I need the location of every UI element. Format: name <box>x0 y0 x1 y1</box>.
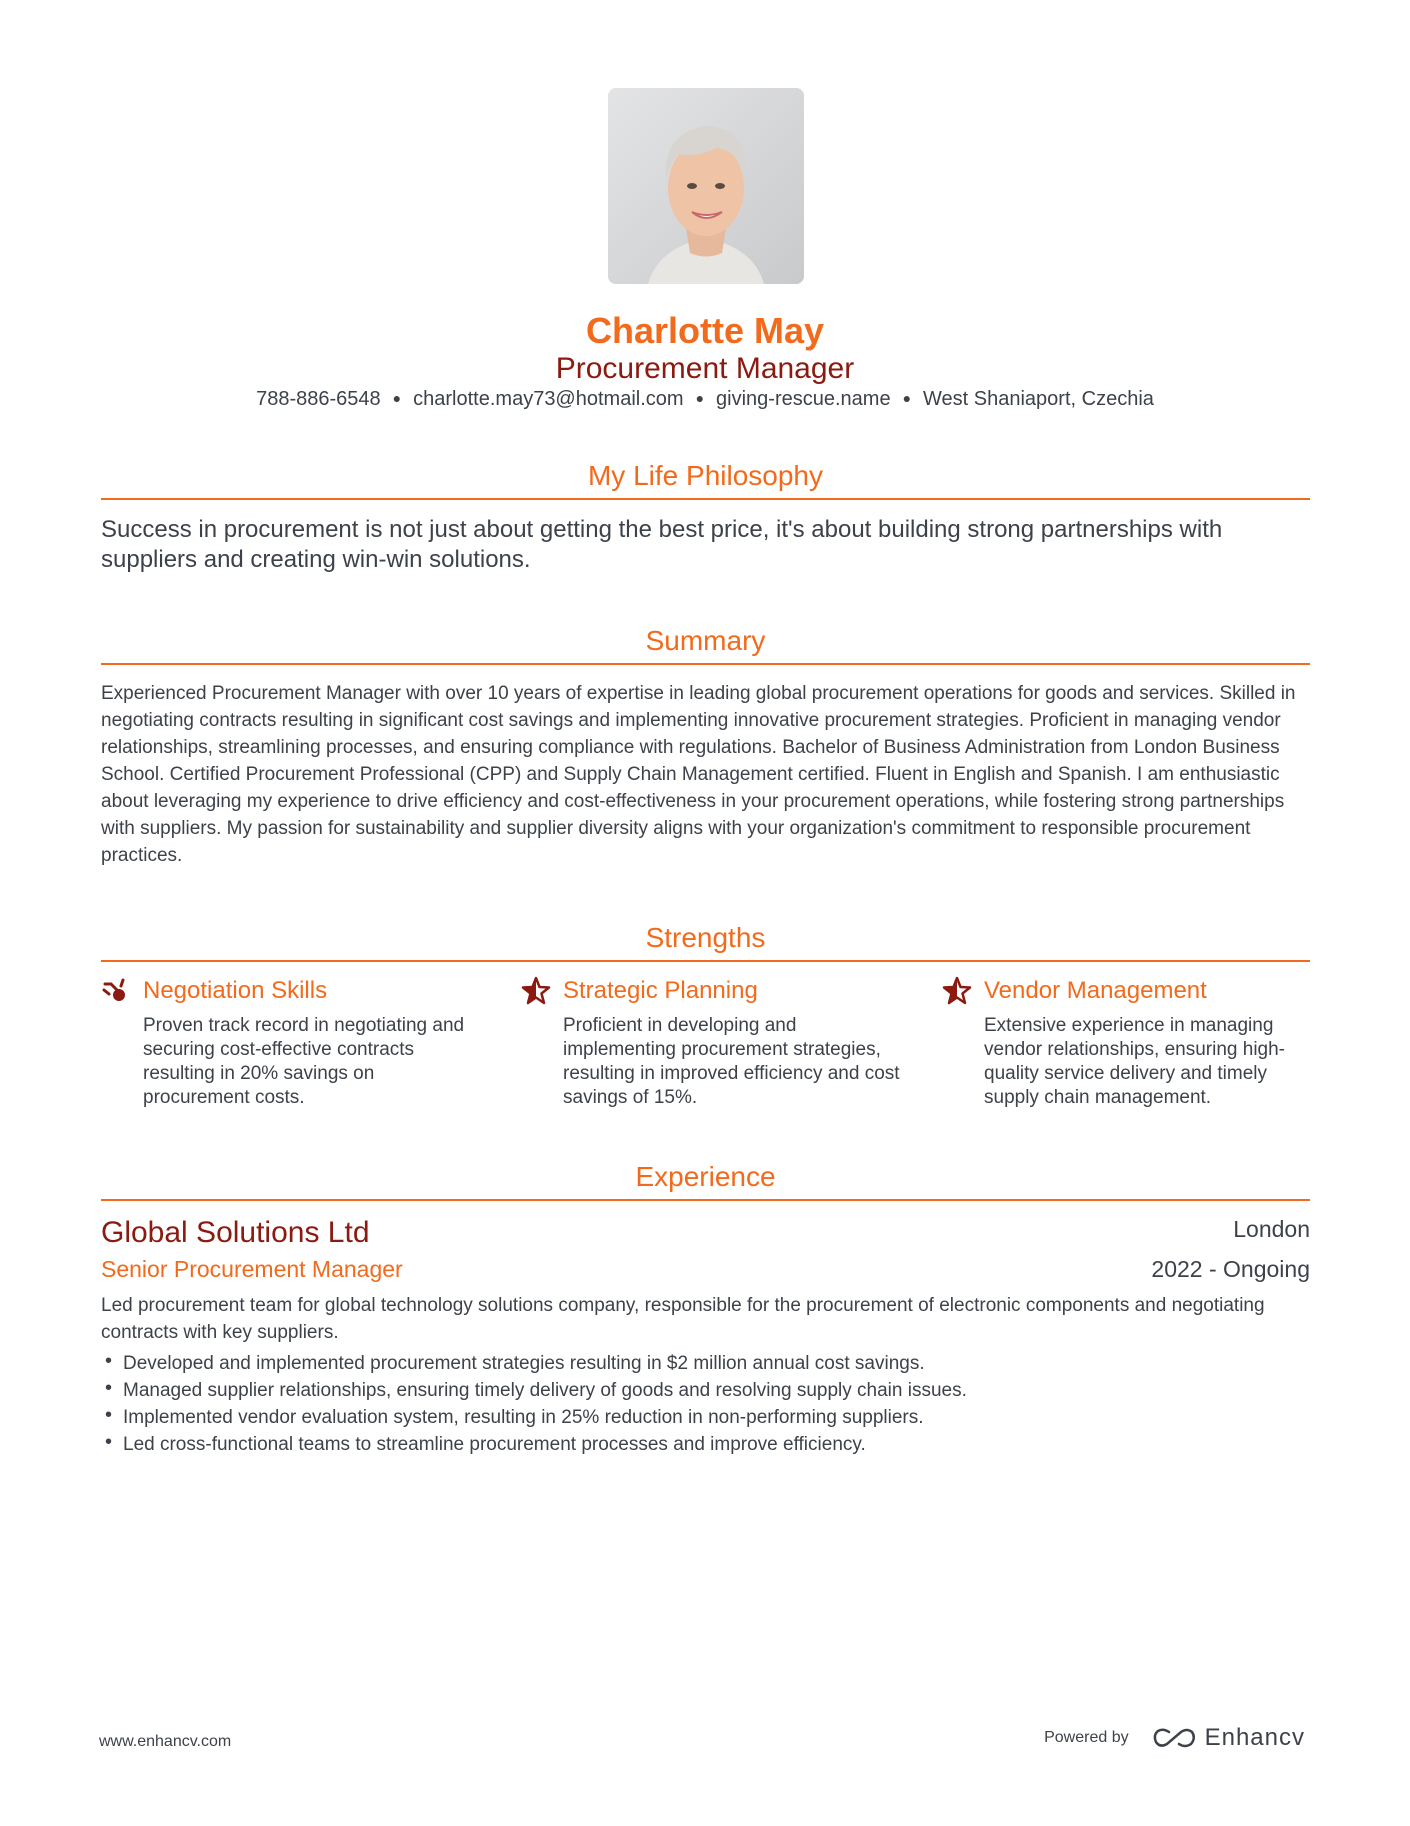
brand-name: Enhancv <box>1204 1724 1305 1751</box>
separator-dot: ● <box>695 390 705 406</box>
strength-description: Proven track record in negotiating and securing cost-effective contracts resulting in 20% savings on procurement costs. <box>143 1015 465 1108</box>
website[interactable]: giving-rescue.name <box>716 388 891 410</box>
section-heading-summary: Summary <box>101 625 1310 665</box>
enhancv-logo-icon <box>1151 1726 1197 1750</box>
list-item: • Led cross-functional teams to streamline procurement processes and improve efficiency. <box>101 1431 1310 1458</box>
star-icon <box>521 976 551 1006</box>
portrait-image <box>608 88 804 284</box>
footer-branding <box>1044 1724 1305 1752</box>
job-description: Led procurement team for global technology solutions company, responsible for the procurement of electronic components and negotiating contracts with key suppliers. <box>101 1295 1265 1343</box>
strength-item <box>942 976 1322 1110</box>
separator-dot: ● <box>902 390 912 406</box>
strength-description: Extensive experience in managing vendor relationships, ensuring high-quality service delivery and timely supply chain management. <box>984 1015 1286 1108</box>
brand-logo[interactable] <box>1151 1724 1305 1752</box>
email[interactable]: charlotte.may73@hotmail.com <box>413 388 684 410</box>
summary-text: Experienced Procurement Manager with over 10 years of expertise in leading global procurement operations for goods and services. Skilled in negotiating contracts resulting in significant cost savings and implementing innovative procurement strategies. Proficient in managing vendor relationships, streamlining processes, and ensuring compliance with regulations. Bachelor of Business Administration from London Business School. Certified Procurement Professional (CPP) and Supply Chain Management certified. Fluent in English and Spanish. I am enthusiastic about leveraging my experience to drive efficiency and cost-effectiveness in your procurement operations, while fostering strong partnerships with suppliers. My passion for sustainability and supplier diversity aligns with your organization's commitment to responsible procurement practices. <box>101 683 1296 866</box>
strength-item <box>521 976 901 1110</box>
list-item: • Developed and implemented procurement strategies resulting in $2 million annual cost savings. <box>101 1350 1310 1377</box>
location: West Shaniaport, Czechia <box>923 388 1154 410</box>
job-role: Senior Procurement Manager <box>101 1256 403 1282</box>
candidate-title: Procurement Manager <box>555 352 855 385</box>
strength-title: Negotiation Skills <box>143 977 328 1004</box>
star-icon <box>942 976 972 1006</box>
section-heading-experience: Experience <box>101 1161 1310 1201</box>
achievement-list <box>101 1350 1310 1458</box>
candidate-name: Charlotte May <box>585 310 825 351</box>
phone[interactable]: 788-886-6548 <box>256 388 381 410</box>
list-item: • Implemented vendor evaluation system, resulting in 25% reduction in non-performing suppliers. <box>101 1404 1310 1431</box>
separator-dot: ● <box>392 390 402 406</box>
company-name: Global Solutions Ltd <box>101 1216 370 1249</box>
strength-item <box>101 976 481 1110</box>
philosophy-text: Success in procurement is not just about getting the best price, it's about building strong partnerships with suppliers and creating win-win solutions. <box>101 516 1223 573</box>
strength-description: Proficient in developing and implementing procurement strategies, resulting in improved efficiency and cost savings of 15%. <box>563 1015 900 1108</box>
powered-by-label: Powered by <box>1044 1729 1129 1746</box>
section-heading-philosophy: My Life Philosophy <box>101 460 1310 500</box>
handshake-icon <box>101 976 131 1006</box>
profile-photo <box>608 88 804 284</box>
strength-title: Vendor Management <box>984 977 1207 1004</box>
strength-title: Strategic Planning <box>563 977 758 1004</box>
list-item: • Managed supplier relationships, ensuring timely delivery of goods and resolving supply chain issues. <box>101 1377 1310 1404</box>
contact-line <box>0 388 1410 411</box>
job-dates: 2022 - Ongoing <box>1151 1256 1310 1282</box>
footer-website[interactable]: www.enhancv.com <box>99 1733 232 1750</box>
job-location: London <box>1233 1216 1310 1242</box>
section-heading-strengths: Strengths <box>101 922 1310 962</box>
